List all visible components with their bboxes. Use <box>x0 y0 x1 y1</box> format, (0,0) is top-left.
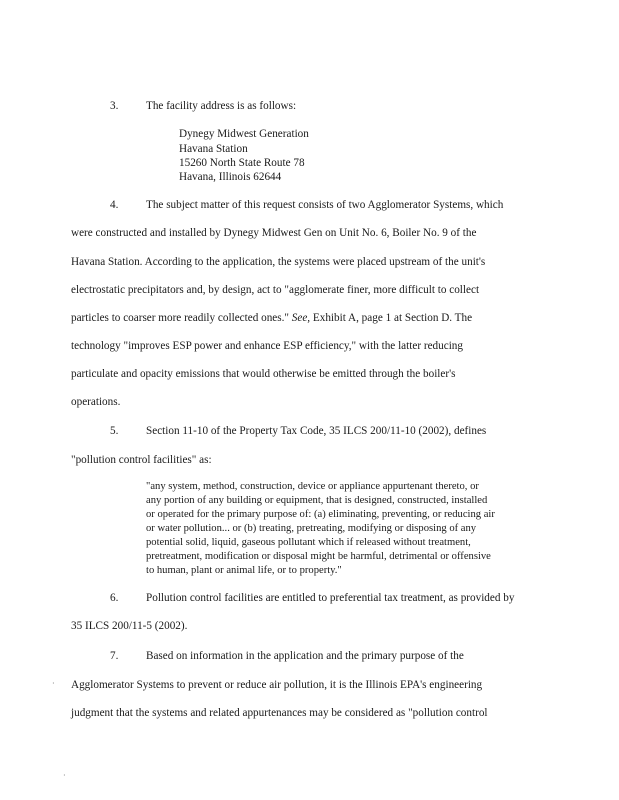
paragraph-line: Havana Station. According to the application, the systems were placed upstream of the unit's <box>71 256 486 268</box>
address-line: Dynegy Midwest Generation <box>179 128 309 140</box>
paragraph-line: operations. <box>71 396 121 408</box>
address-line: Havana, Illinois 62644 <box>179 171 282 183</box>
scan-speck: · <box>63 771 66 780</box>
paragraph-number: 5. <box>110 425 119 437</box>
quote-line: any portion of any building or equipment, that is designed, constructed, installed <box>146 495 488 506</box>
quote-line: pretreatment, modification or disposal might be harmful, detrimental or offensive <box>146 551 491 562</box>
paragraph-line: were constructed and installed by Dynegy Midwest Gen on Unit No. 6, Boiler No. 9 of the <box>71 227 477 239</box>
paragraph-number: 6. <box>110 592 119 604</box>
paragraph-number: 7. <box>110 650 119 662</box>
address-line: 15260 North State Route 78 <box>179 157 305 169</box>
quote-line: or operated for the primary purpose of: (a) eliminating, preventing, or reducing air <box>146 509 495 520</box>
paragraph-number: 3. <box>110 100 119 112</box>
quote-line: potential solid, liquid, gaseous pollutant which if released without treatment, <box>146 537 471 548</box>
citation-signal: See, <box>291 312 311 324</box>
paragraph-line: Pollution control facilities are entitled to preferential tax treatment, as provided by <box>146 592 515 604</box>
paragraph-line: technology "improves ESP power and enhance ESP efficiency," with the latter reducing <box>71 340 463 352</box>
paragraph-number: 4. <box>110 199 119 211</box>
paragraph-text: The facility address is as follows: <box>146 100 297 112</box>
address-line: Havana Station <box>179 143 248 155</box>
paragraph-line: "pollution control facilities" as: <box>71 454 212 466</box>
paragraph-line: judgment that the systems and related appurtenances may be considered as "pollution control <box>71 707 488 719</box>
quote-line: to human, plant or animal life, or to property." <box>146 565 342 576</box>
scan-speck: · <box>52 679 55 688</box>
paragraph-line: Based on information in the application and the primary purpose of the <box>146 650 464 662</box>
paragraph-line <box>71 312 472 325</box>
paragraph-line: Section 11-10 of the Property Tax Code, 35 ILCS 200/11-10 (2002), defines <box>146 425 487 437</box>
paragraph-line: electrostatic precipitators and, by design, act to "agglomerate finer, more difficult to collect <box>71 284 480 296</box>
paragraph-line: Agglomerator Systems to prevent or reduce air pollution, it is the Illinois EPA's engineering <box>71 679 483 691</box>
paragraph-line: 35 ILCS 200/11-5 (2002). <box>71 620 188 632</box>
line-text: Exhibit A, page 1 at Section D. The <box>310 312 473 324</box>
quote-line: or water pollution... or (b) treating, pretreating, modifying or disposing of any <box>146 523 477 534</box>
quote-line: "any system, method, construction, device or appliance appurtenant thereto, or <box>146 481 479 492</box>
line-text: particles to coarser more readily collected ones." <box>71 312 292 324</box>
paragraph-line: The subject matter of this request consists of two Agglomerator Systems, which <box>146 199 504 211</box>
paragraph-line: particulate and opacity emissions that would otherwise be emitted through the boiler's <box>71 368 456 380</box>
